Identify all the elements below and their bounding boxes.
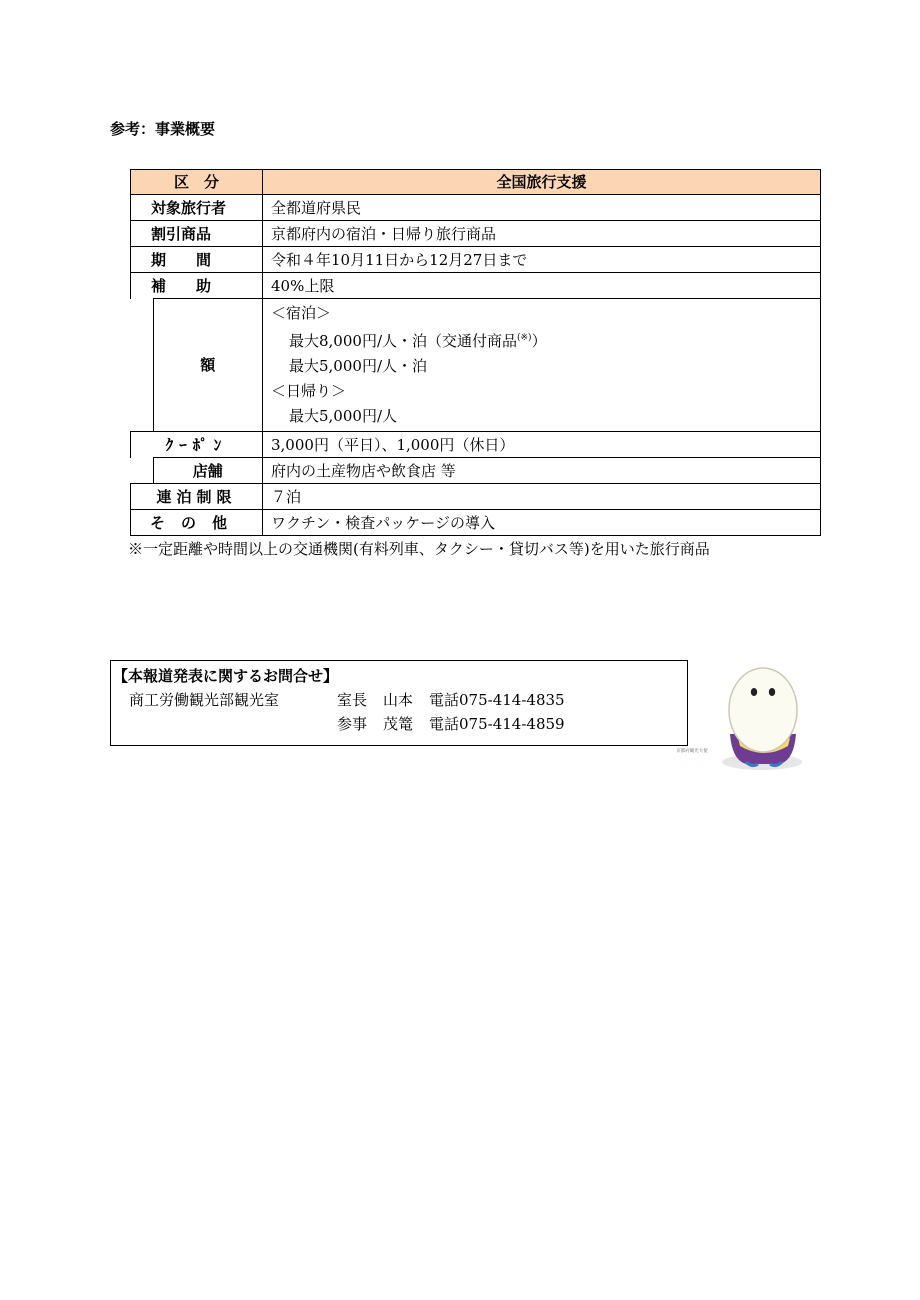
contact-role: 室長 bbox=[337, 691, 368, 709]
table-row bbox=[131, 221, 821, 247]
mascot-head bbox=[729, 668, 797, 752]
contact-name: 山本 bbox=[383, 691, 414, 709]
contact-row bbox=[129, 689, 565, 710]
row-value: 京都府内の宿泊・日帰り旅行商品 bbox=[263, 221, 821, 247]
mascot-svg bbox=[660, 664, 810, 780]
contact-row bbox=[337, 713, 565, 734]
table-row bbox=[131, 510, 821, 536]
row-label: その他 bbox=[131, 510, 263, 536]
amount-label: 額 bbox=[153, 299, 262, 432]
mascot-eye bbox=[751, 688, 757, 696]
page-title: 参考：事業概要 bbox=[110, 120, 216, 138]
contact-phone: 電話075-414-4859 bbox=[429, 715, 565, 733]
header-category: 区 分 bbox=[131, 170, 263, 195]
contact-phone: 電話075-414-4835 bbox=[429, 691, 565, 709]
note-mark: (※) bbox=[517, 333, 532, 343]
row-value: 全都道府県民 bbox=[263, 195, 821, 221]
mascot-illustration bbox=[660, 664, 810, 784]
row-label: 連泊制限 bbox=[131, 484, 263, 510]
row-label-text: 補 助 bbox=[151, 276, 212, 295]
indent-cell bbox=[131, 458, 154, 484]
coupon-label: ｸｰﾎﾟﾝ bbox=[131, 432, 263, 458]
row-label bbox=[131, 195, 263, 221]
close-paren: ） bbox=[531, 332, 547, 350]
contact-role: 参事 bbox=[337, 715, 368, 733]
table-row bbox=[131, 195, 821, 221]
row-value: ワクチン・検査パッケージの導入 bbox=[263, 510, 821, 536]
overview-table bbox=[130, 169, 821, 536]
coupon-value: 3,000円（平日）、1,000円（休日） bbox=[263, 432, 821, 458]
amount-row bbox=[131, 299, 821, 432]
amount-line: 最大5,000円/人・泊 bbox=[289, 357, 427, 375]
row-value: 令和４年10月11日から12月27日まで bbox=[263, 247, 821, 273]
table-row bbox=[131, 247, 821, 273]
store-row bbox=[131, 458, 821, 484]
table-header-row bbox=[131, 170, 821, 195]
row-label-text: 期 間 bbox=[151, 250, 212, 269]
amount-line-text: 最大8,000円/人・泊（交通付商品 bbox=[289, 332, 517, 350]
contact-name: 茂篭 bbox=[383, 715, 414, 733]
row-label bbox=[131, 221, 263, 247]
table-row bbox=[131, 273, 821, 299]
mascot-eye bbox=[769, 688, 775, 696]
mascot-logo: まゆまろ bbox=[665, 757, 719, 772]
footnote: ※一定距離や時間以上の交通機関(有料列車、タクシー・貸切バス等)を用いた旅行商品 bbox=[128, 540, 710, 558]
mascot-caption: 京都府観光大使 bbox=[676, 749, 708, 754]
amount-line: ＜日帰り＞ bbox=[271, 382, 347, 400]
header-program: 全国旅行支援 bbox=[263, 170, 821, 195]
indent-cell bbox=[131, 299, 154, 432]
store-label: 店舗 bbox=[153, 458, 262, 484]
amount-line: ＜宿泊＞ bbox=[271, 304, 332, 322]
amount-line: 最大5,000円/人 bbox=[289, 407, 397, 425]
amount-line bbox=[271, 326, 820, 354]
contact-title: 【本報道発表に関するお問合せ】 bbox=[113, 667, 339, 685]
row-value: ７泊 bbox=[263, 484, 821, 510]
row-label-text: 対象旅行者 bbox=[151, 198, 227, 217]
contact-box bbox=[110, 660, 688, 746]
row-value: 40%上限 bbox=[263, 273, 821, 299]
table-row bbox=[131, 484, 821, 510]
store-value: 府内の土産物店や飲食店 等 bbox=[263, 458, 821, 484]
coupon-row bbox=[131, 432, 821, 458]
row-label bbox=[131, 247, 263, 273]
contact-department: 商工労働観光部観光室 bbox=[129, 691, 280, 709]
row-label bbox=[131, 273, 263, 299]
row-label-text: 割引商品 bbox=[151, 224, 212, 243]
amount-value bbox=[263, 299, 821, 432]
